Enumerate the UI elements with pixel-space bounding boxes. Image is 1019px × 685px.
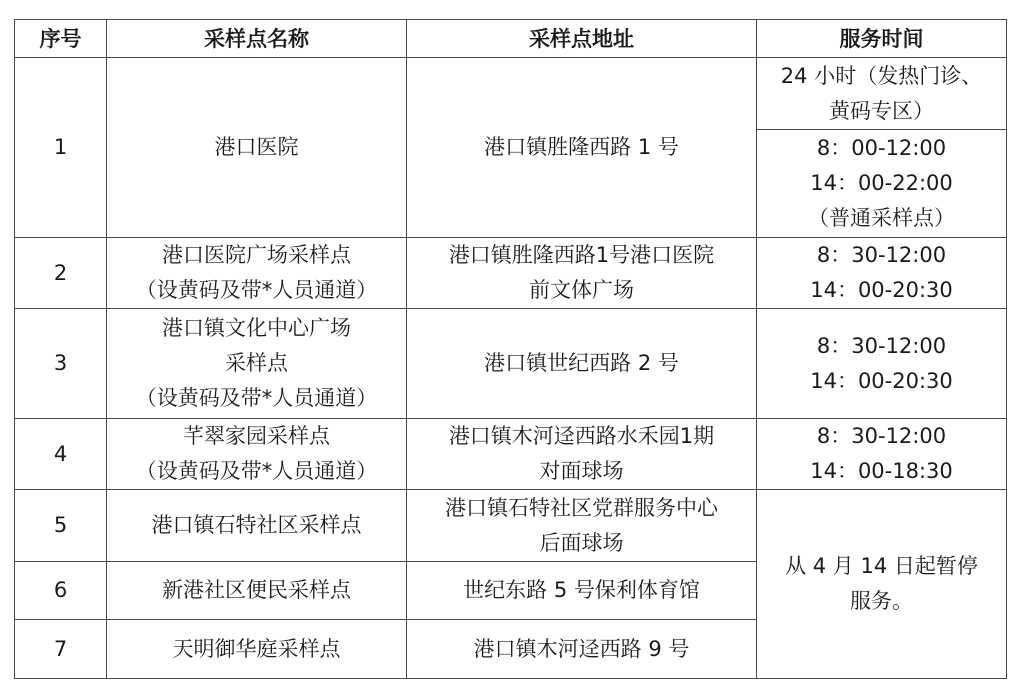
- row-no: 4: [15, 419, 107, 490]
- hours-line: 14：00-20:30: [810, 278, 953, 302]
- header-service-hours: 服务时间: [757, 20, 1007, 58]
- site-address: 港口镇胜隆西路 1 号: [407, 58, 757, 238]
- site-address: [407, 419, 757, 490]
- table-row: [15, 419, 1007, 490]
- site-address: 港口镇世纪西路 2 号: [407, 309, 757, 419]
- site-name-line: （设黄码及带*人员通道）: [135, 278, 378, 302]
- site-address-line: 港口镇木河迳西路水禾园1期: [448, 424, 715, 448]
- hours-line: 8：30-12:00: [816, 243, 947, 267]
- table-row: [15, 490, 1007, 562]
- site-name: 港口镇石特社区采样点: [107, 490, 407, 562]
- site-name-line: 港口镇文化中心广场: [162, 316, 351, 340]
- row-no: 7: [15, 620, 107, 679]
- hours-line: 黄码专区）: [829, 98, 934, 123]
- hours-line: 24 小时（发热门诊、: [780, 63, 983, 88]
- site-address-line: 对面球场: [539, 459, 624, 483]
- service-hours: [757, 419, 1007, 490]
- hours-line: 8：00-12:00: [816, 136, 947, 160]
- row-no: 2: [15, 238, 107, 309]
- header-site-name: 采样点名称: [107, 20, 407, 58]
- hours-line: （普通采样点）: [808, 206, 955, 230]
- site-name: 新港社区便民采样点: [107, 562, 407, 620]
- row-no: 6: [15, 562, 107, 620]
- site-address-line: 前文体广场: [529, 278, 634, 302]
- site-address-line: 后面球场: [539, 530, 624, 555]
- row-no: 5: [15, 490, 107, 562]
- site-name: 天明御华庭采样点: [107, 620, 407, 679]
- hours-line: 8：30-12:00: [816, 424, 947, 448]
- hours-line: 从 4 月 14 日起暂停: [785, 554, 978, 578]
- site-address-line: 港口镇胜隆西路1号港口医院: [448, 243, 715, 267]
- site-address-line: 港口镇石特社区党群服务中心: [445, 495, 718, 520]
- site-name: [107, 238, 407, 309]
- site-name: [107, 419, 407, 490]
- hours-line: 8：30-12:00: [816, 333, 947, 358]
- header-no: 序号: [15, 20, 107, 58]
- service-hours: [757, 130, 1007, 238]
- service-hours: [757, 58, 1007, 130]
- site-name: [107, 309, 407, 419]
- site-name-line: （设黄码及带*人员通道）: [135, 386, 378, 410]
- hours-line: 14：00-18:30: [810, 459, 953, 483]
- site-name-line: 芊翠家园采样点: [183, 424, 330, 448]
- service-hours: [757, 238, 1007, 309]
- row-no: 1: [15, 58, 107, 238]
- sampling-sites-table: [14, 19, 1007, 679]
- site-name-line: 港口医院广场采样点: [162, 243, 351, 267]
- suspended-hours: [757, 490, 1007, 679]
- table-row: [15, 58, 1007, 130]
- site-address: 世纪东路 5 号保利体育馆: [407, 562, 757, 620]
- row-no: 3: [15, 309, 107, 419]
- site-address: [407, 238, 757, 309]
- site-address: 港口镇木河迳西路 9 号: [407, 620, 757, 679]
- table-row: [15, 309, 1007, 419]
- table-row: [15, 238, 1007, 309]
- header-row: [15, 20, 1007, 58]
- service-hours: [757, 309, 1007, 419]
- header-site-address: 采样点地址: [407, 20, 757, 58]
- site-address: [407, 490, 757, 562]
- site-name: 港口医院: [107, 58, 407, 238]
- hours-line: 14：00-20:30: [810, 368, 953, 393]
- site-name-line: （设黄码及带*人员通道）: [135, 459, 378, 483]
- hours-line: 服务。: [850, 589, 913, 613]
- hours-line: 14：00-22:00: [810, 171, 953, 195]
- site-name-line: 采样点: [225, 351, 288, 375]
